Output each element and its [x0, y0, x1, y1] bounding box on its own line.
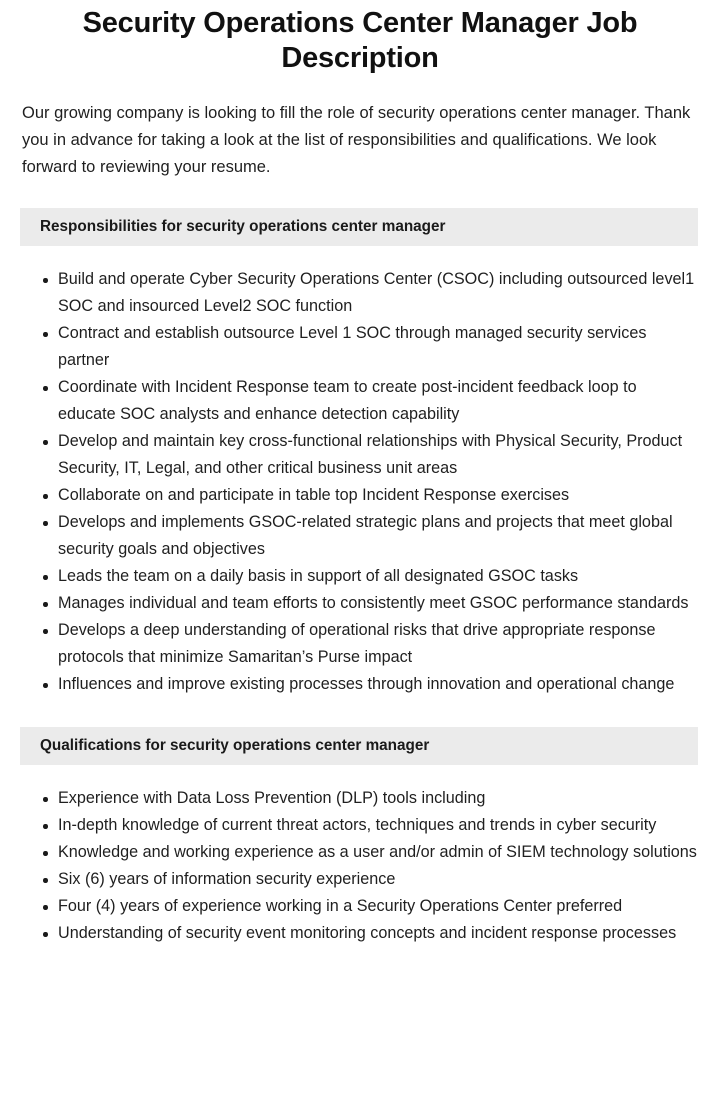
qualifications-section: [0, 698, 720, 947]
list-item: Six (6) years of information security experience: [0, 866, 698, 893]
list-item: In-depth knowledge of current threat actors, techniques and trends in cyber security: [0, 812, 698, 839]
page-title: Security Operations Center Manager Job Description: [82, 7, 638, 74]
list-item: Manages individual and team efforts to consistently meet GSOC performance standards: [0, 590, 698, 617]
list-item: Leads the team on a daily basis in support of all designated GSOC tasks: [0, 563, 698, 590]
list-item: Understanding of security event monitoring concepts and incident response processes: [0, 920, 698, 947]
responsibilities-heading: Responsibilities for security operations center manager: [20, 208, 698, 246]
responsibilities-list: [0, 246, 720, 698]
list-item: Build and operate Cyber Security Operations Center (CSOC) including outsourced level1 SOC and insourced Level2 SOC function: [0, 266, 698, 320]
list-item: Four (4) years of experience working in a Security Operations Center preferred: [0, 893, 698, 920]
qualifications-list: [0, 765, 720, 947]
list-item: Influences and improve existing processes through innovation and operational change: [0, 671, 698, 698]
list-item: Develops a deep understanding of operational risks that drive appropriate response protocols that minimize Samaritan’s Purse impact: [0, 617, 698, 671]
responsibilities-section: [0, 181, 720, 698]
list-item: Experience with Data Loss Prevention (DLP) tools including: [0, 785, 698, 812]
intro-paragraph: Our growing company is looking to fill the role of security operations center manager. Thank you in advance for taking a look at the list of responsibilities and qualifications. We look forward to reviewing your resume.: [22, 104, 691, 176]
list-item: Knowledge and working experience as a user and/or admin of SIEM technology solutions: [0, 839, 698, 866]
list-item: Contract and establish outsource Level 1 SOC through managed security services partner: [0, 320, 698, 374]
list-item: Collaborate on and participate in table top Incident Response exercises: [0, 482, 698, 509]
list-item: Develop and maintain key cross-functional relationships with Physical Security, Product Security, IT, Legal, and other critical business unit areas: [0, 428, 698, 482]
list-item: Develops and implements GSOC-related strategic plans and projects that meet global security goals and objectives: [0, 509, 698, 563]
list-item: Coordinate with Incident Response team to create post-incident feedback loop to educate SOC analysts and enhance detection capability: [0, 374, 698, 428]
qualifications-heading: Qualifications for security operations center manager: [20, 727, 698, 765]
